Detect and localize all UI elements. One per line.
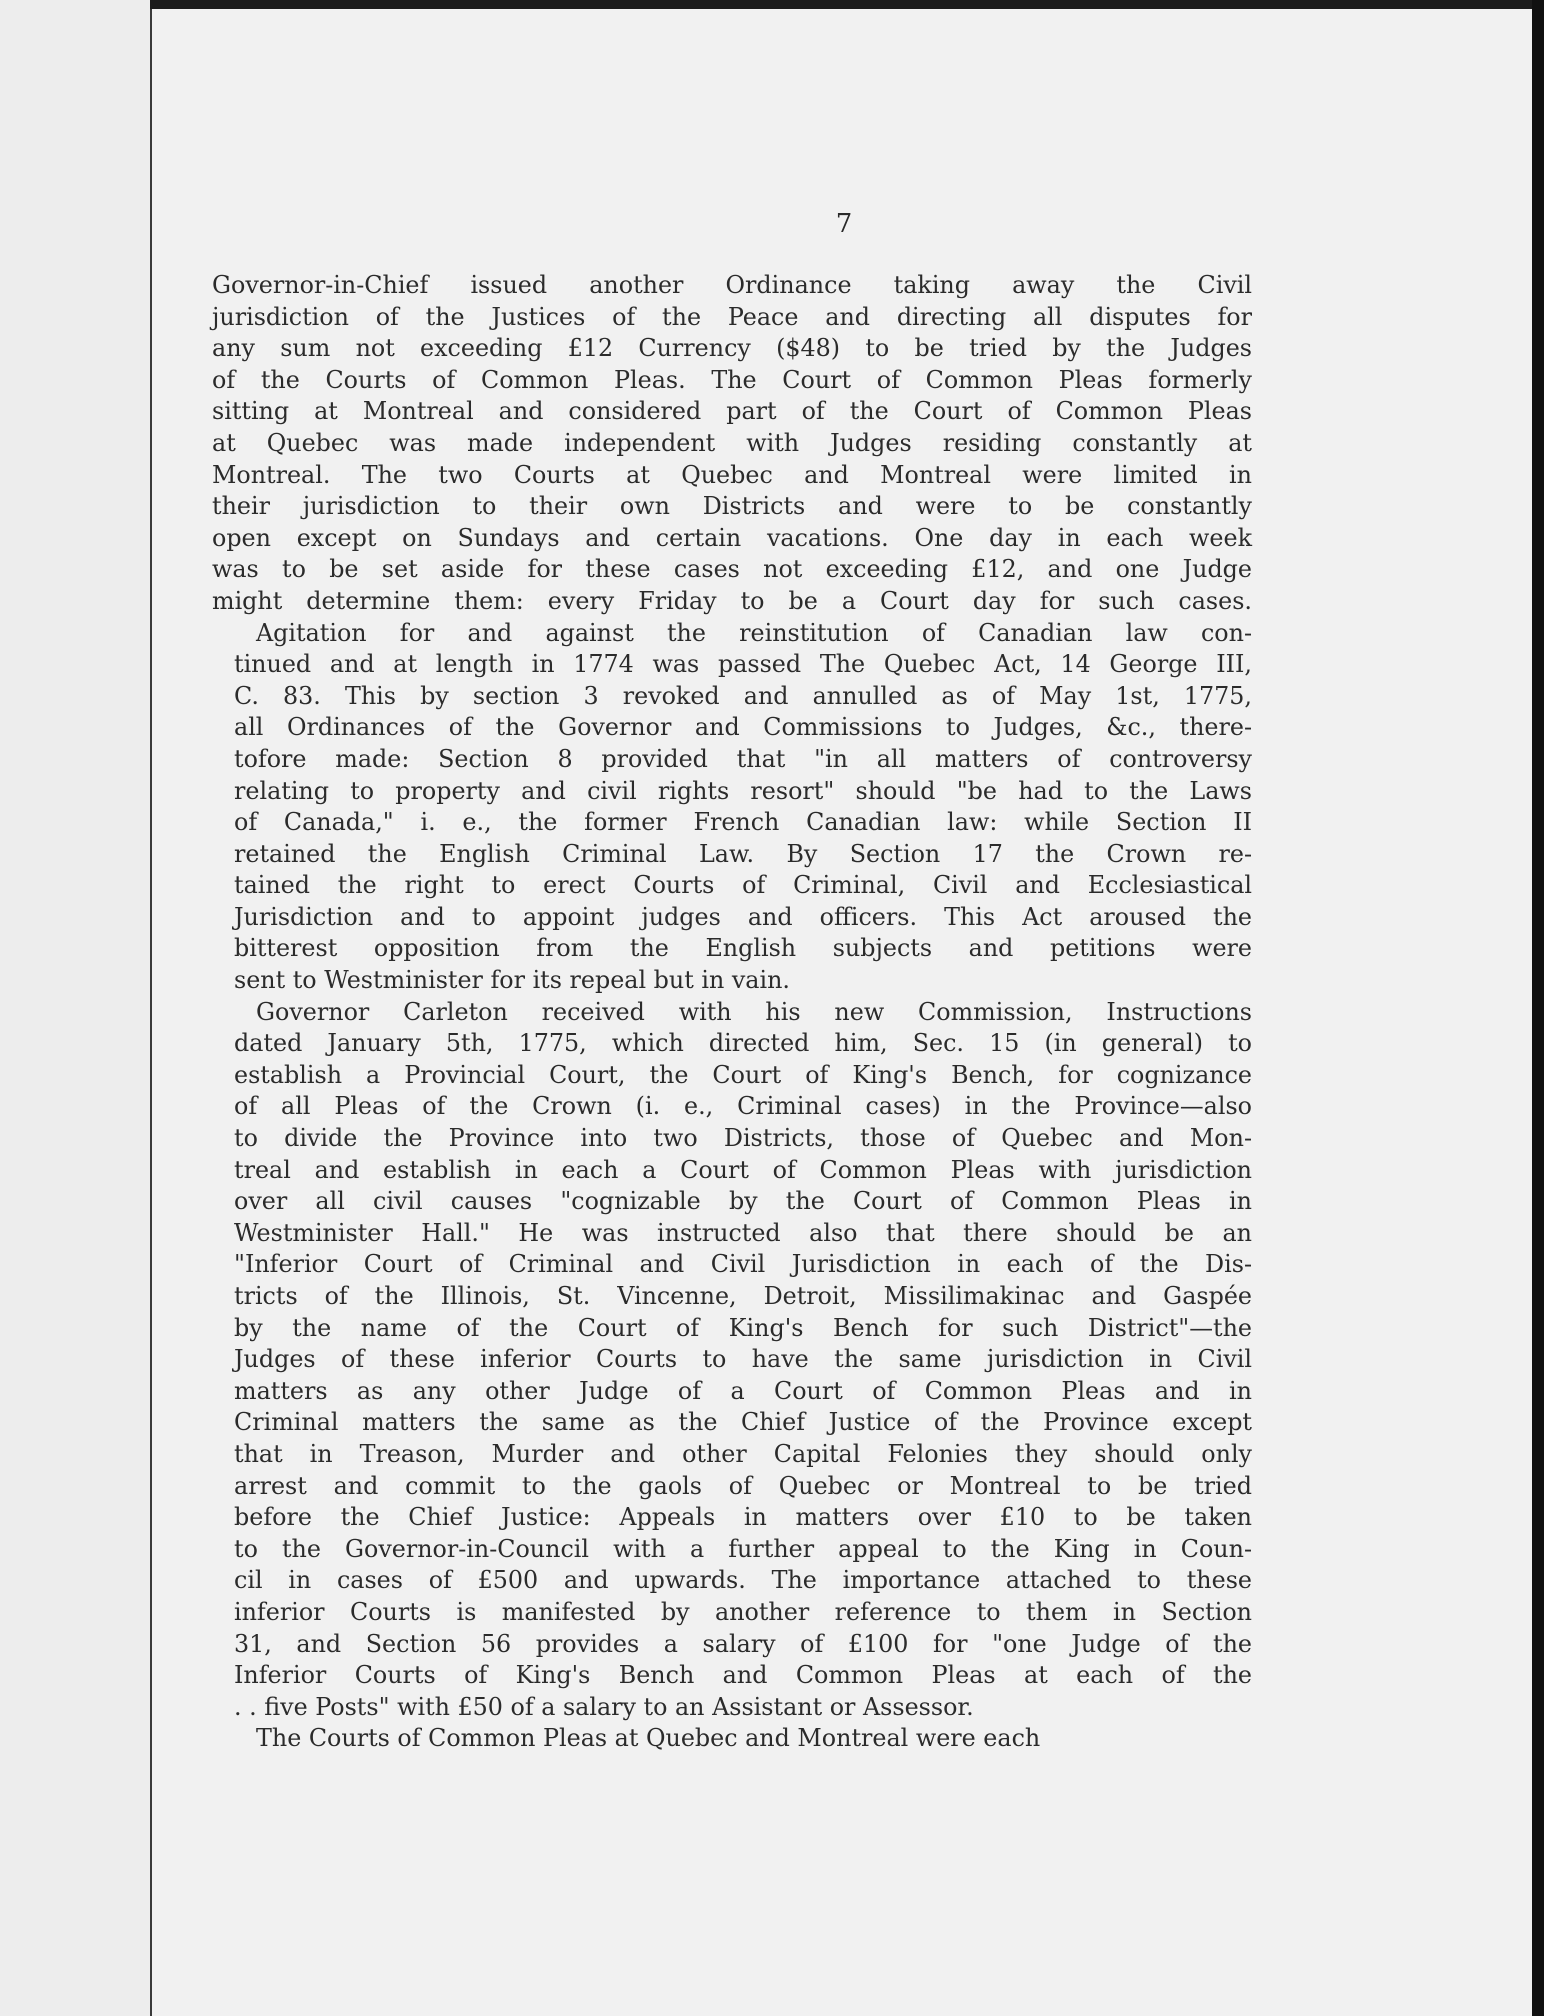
text-line: C. 83. This by section 3 revoked and annulled as of May 1st, 1775, (234, 681, 1252, 710)
text-line: Jurisdiction and to appoint judges and officers. This Act aroused the (234, 902, 1252, 931)
text-line: inferior Courts is manifested by another reference to them in Section (234, 1597, 1252, 1626)
text-line: Inferior Courts of King's Bench and Common Pleas at each of the (234, 1661, 1252, 1690)
text-line: by the name of the Court of King's Bench for such District"—the (234, 1313, 1252, 1342)
text-line: tofore made: Section 8 provided that "in all matters of controversy (234, 744, 1252, 773)
text-line: of all Pleas of the Crown (i. e., Criminal cases) in the Province—also (234, 1092, 1252, 1121)
text-line: Governor Carleton received with his new Commission, Instructions (256, 997, 1252, 1026)
text-line: of the Courts of Common Pleas. The Court of Common Pleas formerly (212, 365, 1252, 394)
text-line: Judges of these inferior Courts to have the same jurisdiction in Civil (234, 1345, 1252, 1374)
text-line: cil in cases of £500 and upwards. The importance attached to these (234, 1566, 1252, 1595)
text-line: relating to property and civil rights resort" should "be had to the Laws (234, 776, 1252, 805)
text-line: might determine them: every Friday to be a Court day for such cases. (212, 586, 1252, 615)
text-line: sent to Westminister for its repeal but in vain. (234, 966, 790, 995)
text-line: Agitation for and against the reinstitution of Canadian law con- (256, 618, 1252, 647)
text-line: Criminal matters the same as the Chief Justice of the Province except (234, 1408, 1252, 1437)
scan-right-edge (1532, 0, 1544, 2016)
paragraph-4 (212, 1723, 1252, 1755)
text-line: before the Chief Justice: Appeals in matters over £10 to be taken (234, 1503, 1252, 1532)
text-line: at Quebec was made independent with Judges residing constantly at (212, 428, 1252, 457)
text-line: Montreal. The two Courts at Quebec and Montreal were limited in (212, 460, 1252, 489)
paragraph-2 (212, 618, 1252, 997)
text-line: Westminister Hall." He was instructed also that there should be an (234, 1218, 1252, 1247)
text-line: open except on Sundays and certain vacations. One day in each week (212, 523, 1252, 552)
scan-top-edge (150, 0, 1544, 9)
text-line: establish a Provincial Court, the Court of King's Bench, for cognizance (234, 1060, 1252, 1089)
text-line: matters as any other Judge of a Court of Common Pleas and in (234, 1376, 1252, 1405)
text-line: The Courts of Common Pleas at Quebec and Montreal were each (256, 1724, 1041, 1753)
text-line: tained the right to erect Courts of Criminal, Civil and Ecclesiastical (234, 871, 1252, 900)
text-line: dated January 5th, 1775, which directed him, Sec. 15 (in general) to (234, 1029, 1252, 1058)
text-line: was to be set aside for these cases not exceeding £12, and one Judge (212, 555, 1252, 584)
text-line: tinued and at length in 1774 was passed The Quebec Act, 14 George III, (234, 650, 1252, 679)
text-line: . . five Posts" with £50 of a salary to an Assistant or Assessor. (234, 1692, 974, 1721)
text-line: all Ordinances of the Governor and Commissions to Judges, &c., there- (234, 713, 1252, 742)
text-line: sitting at Montreal and considered part of the Court of Common Pleas (212, 397, 1252, 426)
text-line: retained the English Criminal Law. By Section 17 the Crown re- (234, 839, 1252, 868)
text-line: over all civil causes "cognizable by the Court of Common Pleas in (234, 1187, 1252, 1216)
text-line: 31, and Section 56 provides a salary of £100 for "one Judge of the (234, 1629, 1252, 1658)
text-line: "Inferior Court of Criminal and Civil Jurisdiction in each of the Dis- (234, 1250, 1252, 1279)
paragraph-1 (212, 270, 1252, 618)
page-number: 7 (835, 209, 853, 239)
text-line: of Canada," i. e., the former French Canadian law: while Section II (234, 808, 1252, 837)
body-text (212, 270, 1252, 1755)
text-line: their jurisdiction to their own Districts and were to be constantly (212, 492, 1252, 521)
text-line: that in Treason, Murder and other Capital Felonies they should only (234, 1439, 1252, 1468)
text-line: treal and establish in each a Court of Common Pleas with jurisdiction (234, 1155, 1252, 1184)
text-line: Governor-in-Chief issued another Ordinance taking away the Civil (212, 271, 1252, 299)
paragraph-3 (212, 997, 1252, 1724)
text-line: any sum not exceeding £12 Currency ($48) to be tried by the Judges (212, 334, 1252, 363)
text-line: to the Governor-in-Council with a further appeal to the King in Coun- (234, 1534, 1252, 1563)
text-line: jurisdiction of the Justices of the Peace and directing all disputes for (212, 302, 1252, 331)
text-line: tricts of the Illinois, St. Vincenne, Detroit, Missilimakinac and Gaspée (234, 1282, 1252, 1310)
text-line: to divide the Province into two Districts, those of Quebec and Mon- (234, 1124, 1252, 1153)
text-line: arrest and commit to the gaols of Quebec or Montreal to be tried (234, 1471, 1252, 1500)
text-line: bitterest opposition from the English subjects and petitions were (234, 934, 1252, 963)
